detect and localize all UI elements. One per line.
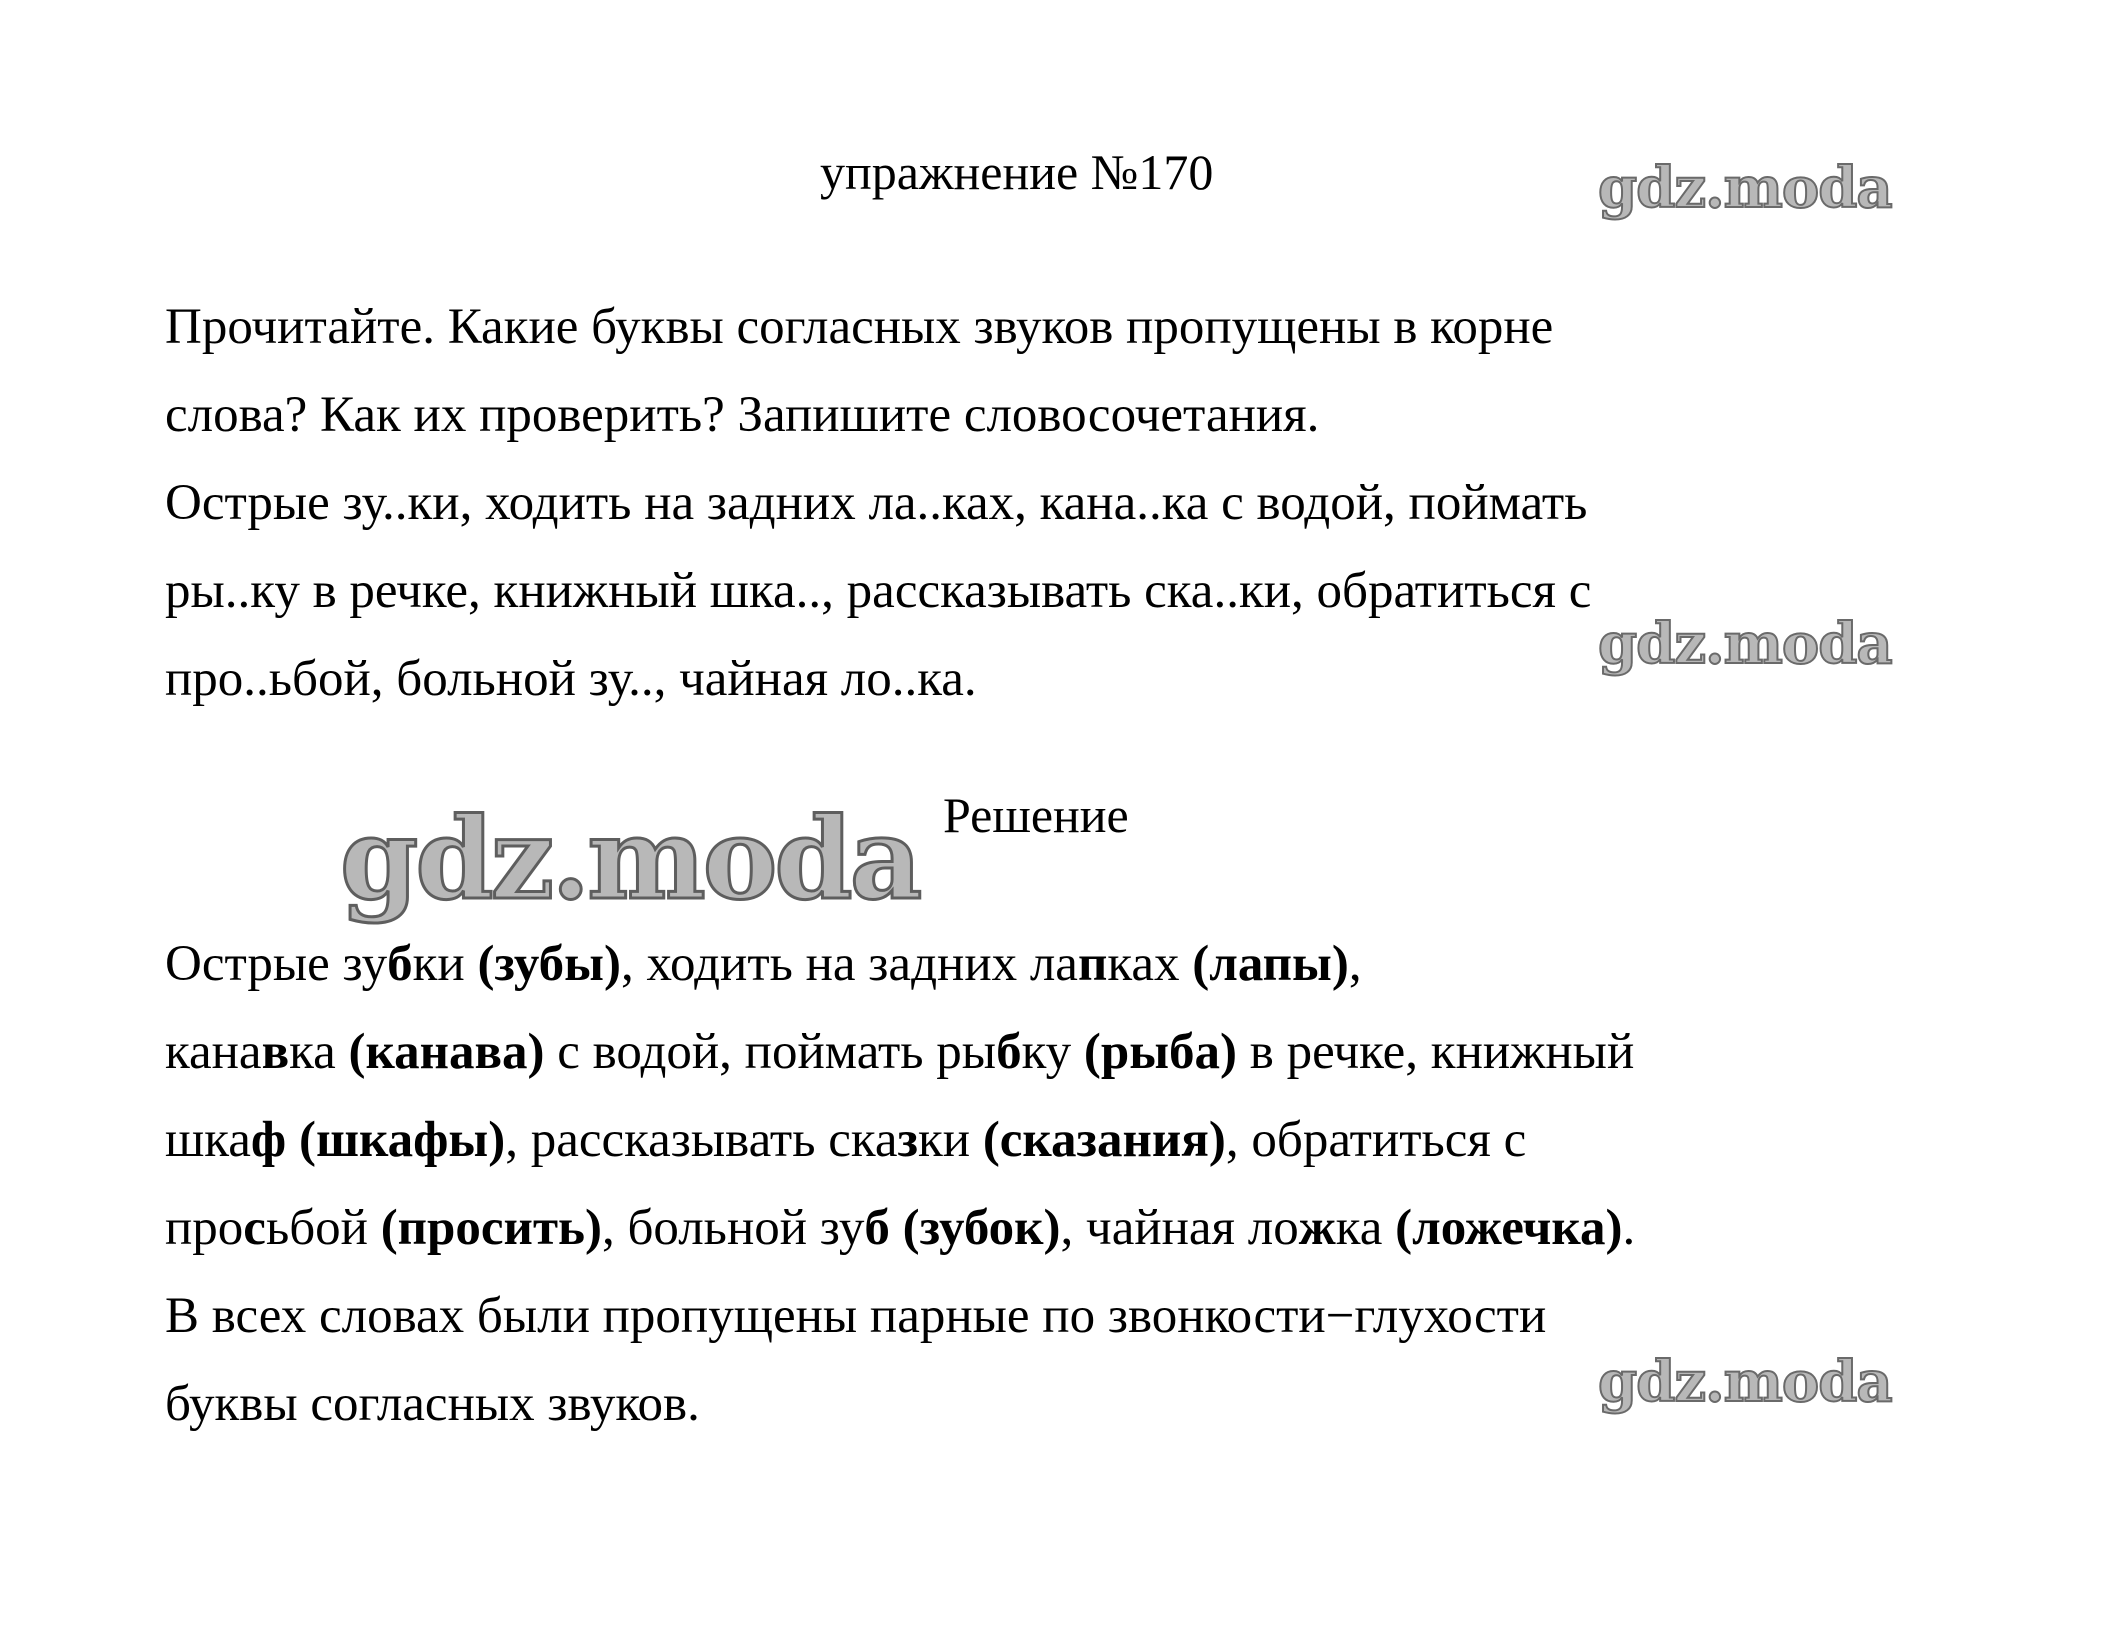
answer-letter: ф	[250, 1112, 287, 1168]
answer-fragment: , больной зу	[601, 1200, 865, 1256]
answer-fragment: ку	[1021, 1024, 1084, 1080]
answer-fragment: ка	[1335, 1200, 1396, 1256]
answer-letter: ж	[1298, 1200, 1336, 1256]
answer-fragment: ьбой	[265, 1200, 381, 1256]
check-word: (сказания)	[982, 1112, 1226, 1168]
solution-heading: Решение	[943, 787, 1129, 843]
check-word: (зубок)	[902, 1200, 1061, 1256]
answer-letter: в	[261, 1024, 290, 1080]
check-word: (рыба)	[1083, 1024, 1238, 1080]
answer-fragment: ка	[289, 1024, 349, 1080]
check-word: (просить)	[380, 1200, 602, 1256]
answer-fragment: ,	[1348, 936, 1362, 992]
answer-fragment: , чайная ло	[1060, 1200, 1299, 1256]
task-line: про..ьбой, больной зу.., чайная ло..ка.	[165, 651, 977, 707]
answer-fragment: Острые зу	[165, 936, 388, 992]
answer-fragment: ки	[917, 1112, 983, 1168]
answer-letter: с	[243, 1200, 266, 1256]
answer-fragment: ки	[412, 936, 478, 992]
check-word: (канава)	[348, 1024, 545, 1080]
answer-line	[165, 1096, 1965, 1184]
check-word: (шкафы)	[298, 1112, 506, 1168]
answer-letter: б	[996, 1024, 1022, 1080]
task-line: слова? Как их проверить? Запишите словосочетания.	[165, 387, 1320, 443]
watermark-logo: gdz.moda	[1598, 155, 1892, 221]
answer-fragment	[286, 1112, 299, 1168]
task-line: Прочитайте. Какие буквы согласных звуков пропущены в корне	[165, 299, 1554, 355]
answer-line	[165, 1184, 1965, 1272]
answer-fragment: шка	[165, 1112, 251, 1168]
answer-letter: п	[1077, 936, 1108, 992]
answer-line	[165, 1008, 1965, 1096]
answer-fragment: , обратиться с	[1225, 1112, 1527, 1168]
answer-line	[165, 920, 1965, 1008]
answer-letter: б	[864, 1200, 890, 1256]
answer-fragment: , рассказывать ска	[505, 1112, 898, 1168]
answer-fragment: с водой, поймать ры	[544, 1024, 997, 1080]
answer-fragment: кана	[165, 1024, 262, 1080]
conclusion-line: В всех словах были пропущены парные по звонкости−глухости	[165, 1288, 1547, 1344]
task-line: ры..ку в речке, книжный шка.., рассказывать ска..ки, обратиться с	[165, 563, 1592, 619]
answer-fragment: про	[165, 1200, 244, 1256]
answer-fragment: ках	[1107, 936, 1193, 992]
watermark-logo: gdz.moda	[1598, 611, 1892, 677]
check-word: (лапы)	[1192, 936, 1349, 992]
check-word: (ложечка)	[1395, 1200, 1623, 1256]
answer-fragment	[890, 1200, 903, 1256]
answer-fragment: , ходить на задних ла	[620, 936, 1078, 992]
answer-letter: б	[387, 936, 413, 992]
conclusion-line: буквы согласных звуков.	[165, 1376, 700, 1432]
watermark-logo: gdz.moda	[1598, 1349, 1892, 1415]
answer-letter: з	[897, 1112, 918, 1168]
exercise-title: упражнение №170	[820, 144, 1214, 200]
task-line: Острые зу..ки, ходить на задних ла..ках, кана..ка с водой, поймать	[165, 475, 1588, 531]
answer-fragment: .	[1622, 1200, 1636, 1256]
check-word: (зубы)	[477, 936, 621, 992]
watermark-logo: gdz.moda	[340, 794, 920, 925]
answer-fragment: в речке, книжный	[1237, 1024, 1635, 1080]
